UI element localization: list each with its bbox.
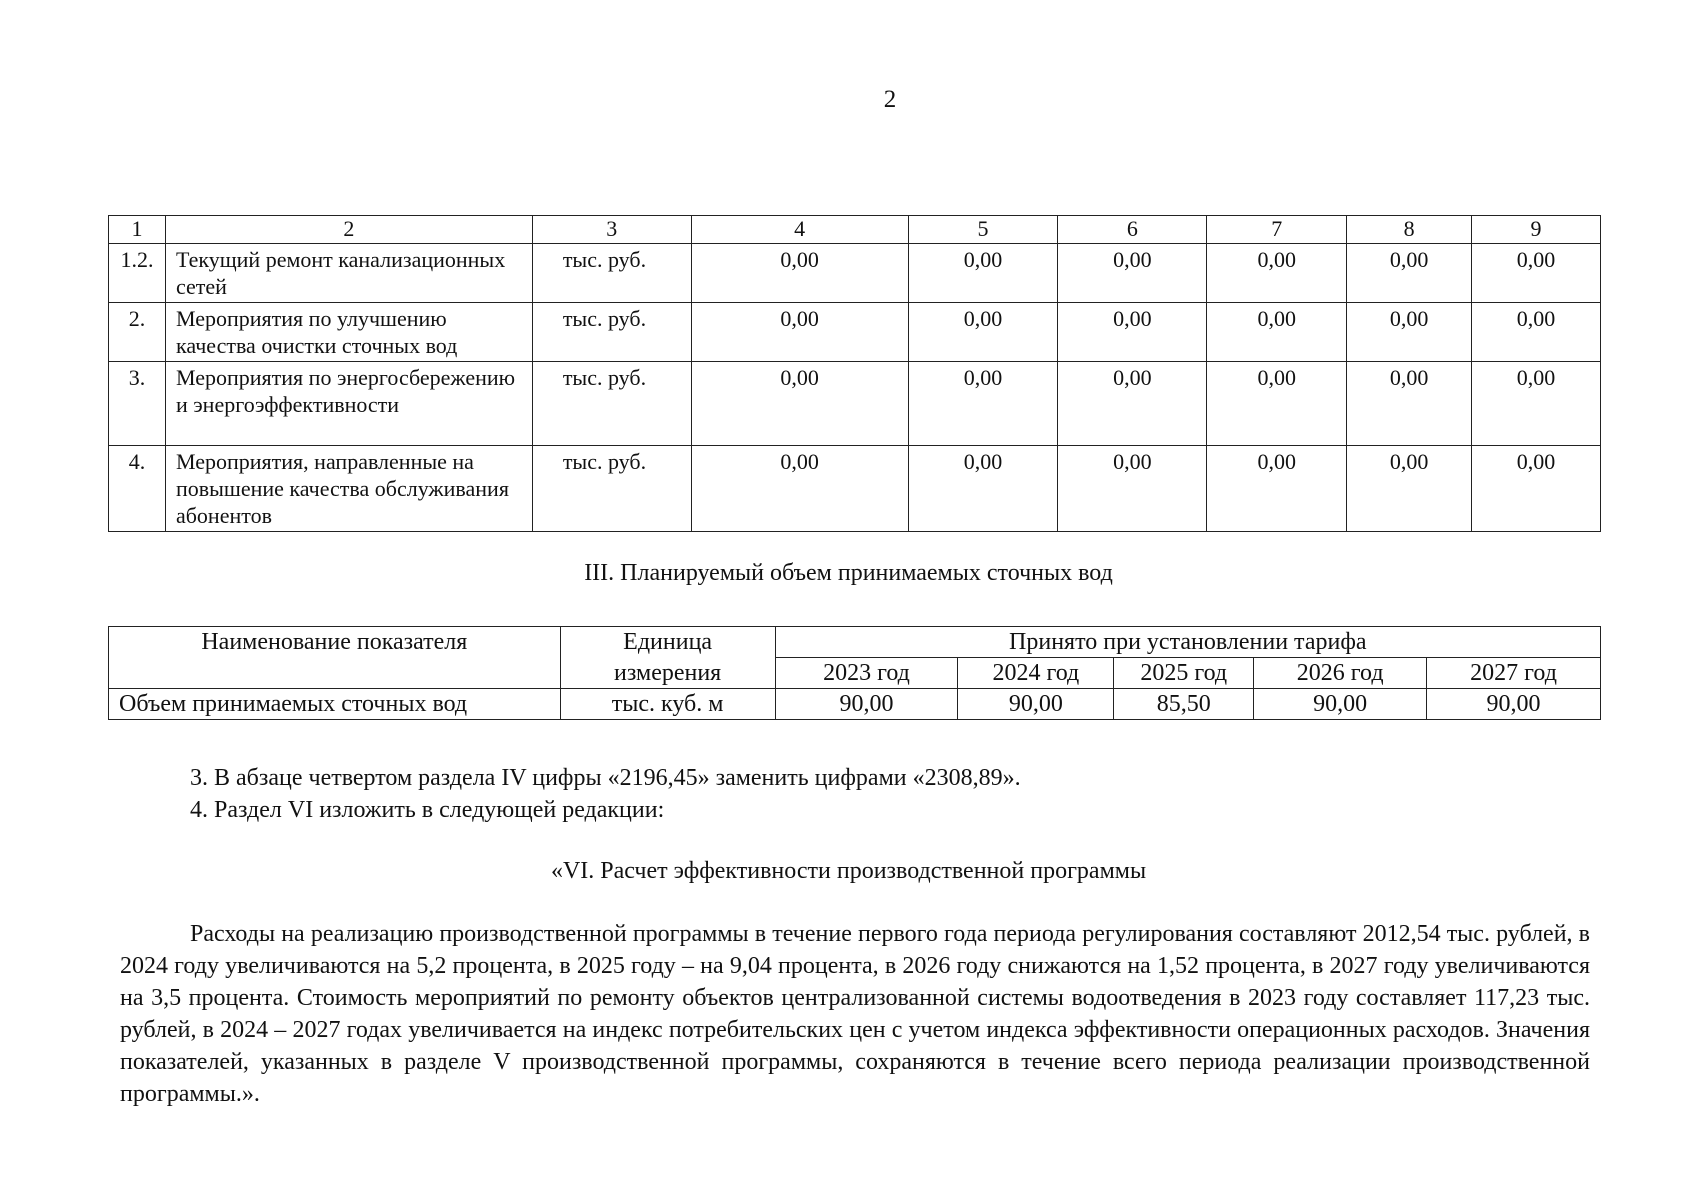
row-value: 0,00	[908, 446, 1058, 532]
row-value: 0,00	[1347, 446, 1472, 532]
column-header-name: Наименование показателя	[109, 627, 561, 689]
row-value: 0,00	[908, 303, 1058, 362]
amendment-item-4: 4. Раздел VI изложить в следующей редакции:	[190, 797, 665, 823]
table-row	[109, 689, 1601, 720]
row-number: 1.2.	[109, 244, 166, 303]
row-value: 0,00	[1207, 303, 1347, 362]
row-value: 90,00	[1427, 689, 1601, 720]
row-value: 0,00	[1058, 303, 1207, 362]
row-number: 2.	[109, 303, 166, 362]
row-value: 0,00	[1472, 446, 1601, 532]
column-header-year: 2026 год	[1254, 658, 1427, 689]
row-value: 0,00	[1058, 244, 1207, 303]
row-unit: тыс. руб.	[532, 303, 691, 362]
column-header-year: 2027 год	[1427, 658, 1601, 689]
row-value: 0,00	[691, 303, 908, 362]
table-header-row	[109, 627, 1601, 658]
column-number: 4	[691, 216, 908, 244]
column-number: 1	[109, 216, 166, 244]
row-value: 90,00	[775, 689, 958, 720]
column-number: 7	[1207, 216, 1347, 244]
expenses-table	[108, 215, 1601, 532]
row-value: 0,00	[1058, 362, 1207, 446]
column-number: 8	[1347, 216, 1472, 244]
column-number: 9	[1472, 216, 1601, 244]
row-unit: тыс. куб. м	[560, 689, 775, 720]
row-value: 0,00	[1347, 244, 1472, 303]
row-number: 4.	[109, 446, 166, 532]
row-value: 0,00	[1347, 303, 1472, 362]
section-heading-iii: III. Планируемый объем принимаемых сточных вод	[584, 560, 1113, 586]
row-value: 0,00	[1207, 244, 1347, 303]
section-vi-body: Расходы на реализацию производственной программы в течение первого года периода регулирования составляют 2012,54 тыс. рублей, в 2024 году увеличиваются на 5,2 процента, в 2025 году – на 9,04 процента, в 2026 году снижаются на 1,52 процента, в 2027 году увеличиваются на 3,5 процента. Стоимость мероприятий по ремонту объектов централизованной системы водоотведения в 2023 году составляет 117,23 тыс. рублей, в 2024 – 2027 годах увеличивается на индекс потребительских цен с учетом индекса эффективности операционных расходов. Значения показателей, указанных в разделе V производственной программы, сохраняются в течение всего периода реализации производственной программы.».	[120, 921, 1590, 1107]
row-unit: тыс. руб.	[532, 244, 691, 303]
row-value: 0,00	[691, 244, 908, 303]
amendment-item-3: 3. В абзаце четвертом раздела IV цифры «2196,45» заменить цифрами «2308,89».	[190, 765, 1021, 791]
section-heading-vi: «VI. Расчет эффективности производственной программы	[550, 858, 1147, 884]
row-value: 0,00	[1472, 244, 1601, 303]
table-header-row	[109, 216, 1601, 244]
row-value: 0,00	[908, 362, 1058, 446]
column-header-unit-line2: измерения	[560, 658, 775, 689]
row-value: 90,00	[958, 689, 1114, 720]
row-name: Мероприятия, направленные на повышение качества обслуживания абонентов	[165, 446, 532, 532]
row-name: Объем принимаемых сточных вод	[109, 689, 561, 720]
row-name: Мероприятия по улучшению качества очистки сточных вод	[165, 303, 532, 362]
row-name: Текущий ремонт канализационных сетей	[165, 244, 532, 303]
table-row	[109, 303, 1601, 362]
row-value: 0,00	[908, 244, 1058, 303]
column-header-year: 2024 год	[958, 658, 1114, 689]
row-value: 0,00	[1347, 362, 1472, 446]
column-number: 5	[908, 216, 1058, 244]
column-header-year: 2023 год	[775, 658, 958, 689]
row-value: 0,00	[1058, 446, 1207, 532]
row-value: 0,00	[1472, 303, 1601, 362]
table-row	[109, 446, 1601, 532]
row-unit: тыс. руб.	[532, 446, 691, 532]
table-row	[109, 244, 1601, 303]
column-number: 3	[532, 216, 691, 244]
row-value: 0,00	[1207, 446, 1347, 532]
wastewater-volume-table	[108, 626, 1601, 720]
column-header-group: Принято при установлении тарифа	[775, 627, 1600, 658]
row-number: 3.	[109, 362, 166, 446]
table-row	[109, 362, 1601, 446]
row-unit: тыс. руб.	[532, 362, 691, 446]
column-header-unit-line1: Единица	[560, 627, 775, 658]
row-value: 85,50	[1114, 689, 1254, 720]
column-number: 6	[1058, 216, 1207, 244]
row-value: 0,00	[691, 446, 908, 532]
column-header-year: 2025 год	[1114, 658, 1254, 689]
row-name: Мероприятия по энергосбережению и энергоэффективности	[165, 362, 532, 446]
row-value: 0,00	[1472, 362, 1601, 446]
row-value: 0,00	[691, 362, 908, 446]
column-number: 2	[165, 216, 532, 244]
row-value: 0,00	[1207, 362, 1347, 446]
page-number: 2	[883, 86, 897, 113]
row-value: 90,00	[1254, 689, 1427, 720]
